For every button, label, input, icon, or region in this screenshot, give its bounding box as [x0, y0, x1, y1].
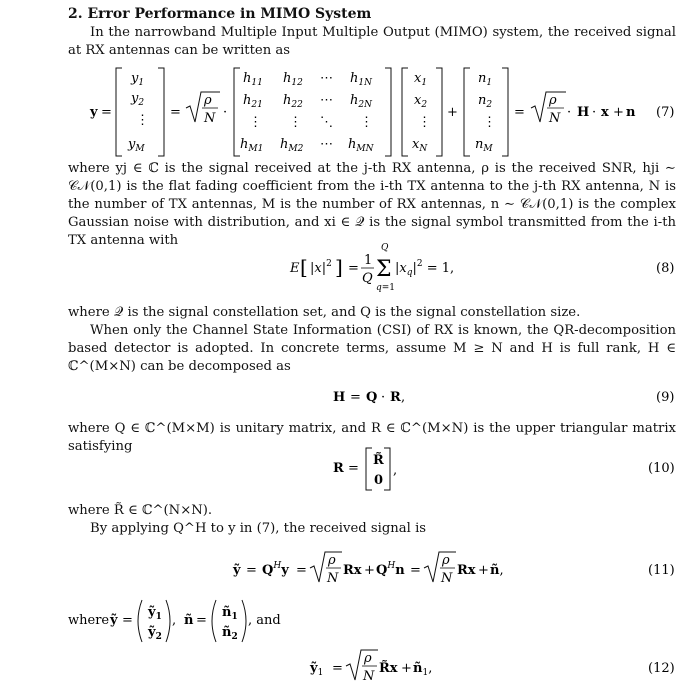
paragraph-definitions: where yj ∈ ℂ is the signal received at the j-th RX antenna, ρ is the received SNR, hji ∼ 𝒞𝒩(0,1) is the flat fading coefficient from the i-th TX antenna to the j-th RX antenna, N is the number of TX antennas, M is the number of RX antennas, n ∼ 𝒞𝒩(0,1) is the complex Gaussian noise with distribution, and xi ∈ 𝒬 is the signal symbol transmitted from the i-th TX antenna with	[68, 161, 676, 248]
y-entry: $y_1$	[131, 71, 145, 88]
svg-text:xN: $x_N$	[412, 137, 428, 154]
svg-text:Σ: Σ	[376, 257, 392, 282]
svg-text:ỹ1: ỹ$_1$	[310, 661, 324, 678]
equation-10	[0, 442, 700, 494]
svg-text:⋮: ⋮	[360, 115, 373, 130]
svg-text:N: N	[441, 571, 453, 586]
svg-text:q=1: q=1	[376, 283, 396, 293]
svg-text:hM1: $h_{M1}$	[240, 137, 264, 154]
and-label: , and	[248, 613, 281, 628]
svg-text:⋯: ⋯	[320, 71, 333, 86]
svg-text:=: =	[101, 105, 112, 120]
svg-text:ỹ: ỹ	[233, 563, 241, 578]
svg-text:|xq|2 = 1,: $|x_q|^2 = 1$,	[395, 259, 455, 278]
equation-vector-definitions	[0, 596, 700, 646]
svg-text:ñ,: ñ,	[490, 563, 504, 578]
svg-text:+: +	[401, 661, 412, 676]
svg-text:=: =	[170, 105, 181, 120]
svg-text:=: =	[122, 613, 133, 628]
section-title: 2. Error Performance in MIMO System	[68, 6, 372, 22]
svg-text:n2: $n_2$	[478, 93, 493, 110]
svg-text:R: R	[390, 390, 401, 405]
svg-text:,: ,	[401, 390, 406, 405]
svg-text:[: [	[300, 255, 308, 279]
svg-text:h22: $h_{22}$	[283, 93, 303, 110]
svg-text:Q: Q	[366, 390, 378, 405]
svg-text:⋮: ⋮	[418, 115, 431, 130]
svg-text:h12: $h_{12}$	[283, 71, 303, 88]
svg-text:n: n	[626, 105, 636, 120]
svg-text:E: E	[290, 261, 300, 276]
svg-text:]: ]	[335, 255, 343, 279]
paragraph-qr: When only the Channel State Information (CSI) of RX is known, the QR-decomposition based detector is adopted. In concrete terms, assume M ≥ N and H is full rank, H ∈ ℂ^(M×N) can be decomposed as	[68, 323, 676, 374]
svg-text:H: H	[333, 390, 346, 405]
svg-text:N: N	[204, 111, 216, 126]
svg-text:ỹ: ỹ	[110, 613, 118, 628]
svg-text:·: ·	[381, 390, 386, 405]
svg-text:=: =	[348, 461, 359, 476]
svg-text:yM: $y_M$	[128, 137, 145, 154]
svg-text:ρ: ρ	[364, 651, 372, 666]
equation-8	[0, 234, 700, 294]
svg-text:hM2: $h_{M2}$	[280, 137, 304, 154]
svg-text:+: +	[613, 105, 624, 120]
svg-text:ρ: ρ	[549, 93, 557, 108]
svg-text:N: N	[327, 571, 339, 586]
paragraph-rtilde: where R̃ ∈ ℂ^(N×N).	[68, 503, 213, 518]
svg-text:R: R	[333, 461, 344, 476]
svg-text:R̃x: R̃x	[379, 661, 398, 676]
svg-text:⋮: ⋮	[136, 113, 149, 128]
svg-text:h2N: $h_{2N}$	[350, 93, 372, 110]
svg-text:=: =	[196, 613, 207, 628]
svg-text:QHn: $Q^Hn$	[376, 561, 405, 578]
equation-12-number: (12)	[648, 661, 675, 676]
svg-text:Q: Q	[362, 271, 373, 286]
svg-text:N: N	[363, 669, 375, 684]
svg-text:=: =	[348, 261, 359, 276]
svg-text:0: 0	[374, 473, 384, 488]
equation-12	[0, 646, 700, 690]
svg-text:ρ: ρ	[442, 553, 450, 568]
svg-text:N: N	[549, 111, 561, 126]
equation-7-number: (7)	[656, 105, 675, 120]
svg-text:h11: $h_{11}$	[243, 71, 263, 88]
svg-text:Rx: Rx	[343, 563, 362, 578]
svg-text:ỹ2: ỹ$_2$	[148, 625, 162, 642]
svg-text:=: =	[514, 105, 525, 120]
svg-text:+: +	[478, 563, 489, 578]
equation-7	[0, 62, 700, 162]
svg-text:H: H	[577, 105, 590, 120]
svg-text:hMN: $h_{MN}$	[348, 137, 374, 154]
paragraph-unitary: where Q ∈ ℂ^(M×M) is unitary matrix, and R ∈ ℂ^(M×N) is the upper triangular matrix satisfying	[68, 421, 676, 454]
equation-11	[0, 546, 700, 592]
paragraph-applying: By applying Q^H to y in (7), the received signal is	[90, 521, 427, 536]
svg-text:⋯: ⋯	[320, 93, 333, 108]
svg-text:x2: $x_2$	[414, 93, 428, 110]
svg-text:+: +	[447, 105, 458, 120]
paragraph-constellation: where 𝒬 is the signal constellation set, and Q is the signal constellation size.	[68, 305, 581, 320]
svg-text:n1: $n_1$	[478, 71, 493, 88]
equation-10-number: (10)	[648, 461, 675, 476]
svg-text:y2: $y_2$	[131, 91, 145, 108]
svg-text:⋮: ⋮	[249, 115, 262, 130]
svg-text:ρ: ρ	[204, 93, 212, 108]
svg-text:ñ1,: $ñ_1$,	[413, 661, 433, 678]
svg-text:=: =	[296, 563, 307, 578]
equation-9-number: (9)	[656, 390, 675, 405]
svg-text:y: y	[90, 105, 98, 120]
where-label: where	[68, 613, 110, 628]
svg-text:ñ: ñ	[184, 613, 194, 628]
svg-text:Rx: Rx	[457, 563, 476, 578]
svg-text:ñ1: $ñ_1$	[222, 605, 238, 622]
svg-text:⋮: ⋮	[289, 115, 302, 130]
svg-text:=: =	[332, 661, 343, 676]
svg-text:·: ·	[223, 105, 228, 120]
svg-text:⋯: ⋯	[320, 137, 333, 152]
svg-text:QHy: $Q^Hy$	[262, 561, 289, 578]
svg-text:R̃: R̃	[373, 453, 384, 468]
svg-text:·: ·	[592, 105, 597, 120]
svg-text:h1N: $h_{1N}$	[350, 71, 372, 88]
equation-8-number: (8)	[656, 261, 675, 276]
svg-text:ρ: ρ	[328, 553, 336, 568]
svg-text:=: =	[350, 390, 361, 405]
svg-text:x1: $x_1$	[414, 71, 428, 88]
svg-text:,: ,	[393, 463, 398, 478]
svg-text:=: =	[410, 563, 421, 578]
svg-text:,: ,	[172, 613, 177, 628]
equation-9	[0, 384, 700, 408]
svg-text:⋮: ⋮	[483, 115, 496, 130]
svg-text:Q: Q	[381, 243, 389, 253]
svg-text:ỹ1: ỹ$_1$	[148, 605, 162, 622]
svg-text:+: +	[364, 563, 375, 578]
svg-text:nM: $n_M$	[475, 137, 493, 154]
svg-text:h21: $h_{21}$	[243, 93, 263, 110]
equation-11-number: (11)	[648, 563, 675, 578]
svg-text:=: =	[246, 563, 257, 578]
svg-text:⋱: ⋱	[320, 115, 333, 130]
paragraph-intro: In the narrowband Multiple Input Multiple Output (MIMO) system, the received signal at RX antennas can be written as	[68, 25, 676, 58]
svg-text:x: x	[601, 105, 609, 120]
svg-text:ñ2: $ñ_2$	[222, 625, 238, 642]
svg-text:|x|2: $|x|^2$	[310, 259, 332, 276]
svg-text:1: 1	[364, 253, 373, 268]
svg-text:·: ·	[567, 105, 572, 120]
